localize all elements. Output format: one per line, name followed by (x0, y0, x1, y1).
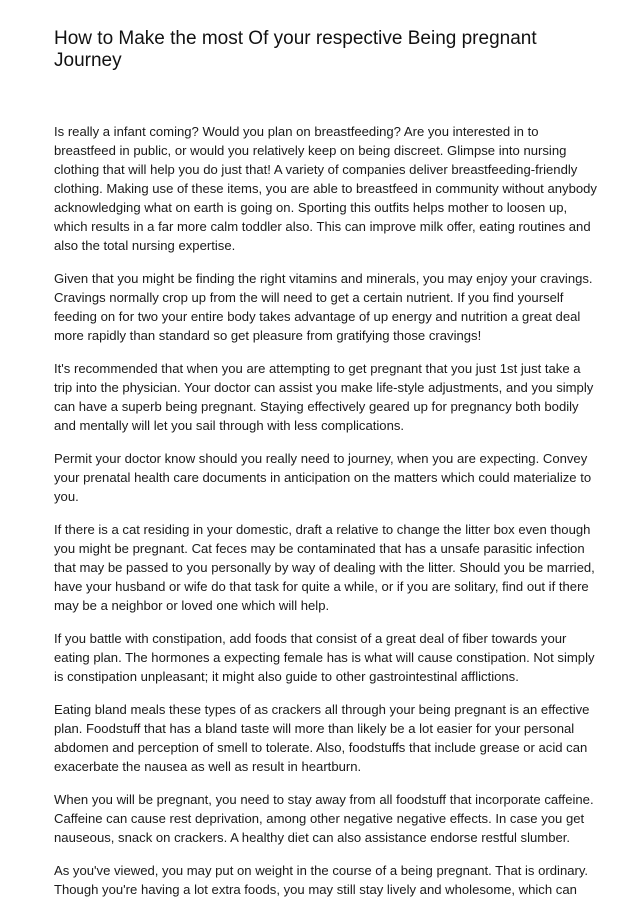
paragraph: It's recommended that when you are attempting to get pregnant that you just 1st just take a trip into the physician. Your doctor can assist you make life-style adjustments, and you simply can have a superb being pregnant. Staying effectively geared up for pregnancy both bodily and mentally will let you sail through with less complications. (54, 361, 594, 433)
paragraph: Permit your doctor know should you really need to journey, when you are expecting. Convey your prenatal health care documents in anticipation on the matters which could materialize to you. (54, 451, 592, 504)
paragraph: If there is a cat residing in your domestic, draft a relative to change the litter box even though you might be pregnant. Cat feces may be contaminated that has a unsafe parasitic infection that may be passed to you personally by way of dealing with the litter. Should you be married, have your husband or wife do that task for quite a while, or if you are solitary, find out if there may be a neighbor or loved one which will help. (54, 522, 595, 613)
paragraph: When you will be pregnant, you need to stay away from all foodstuff that incorporate caffeine. Caffeine can cause rest deprivation, among other negative negative effects. In case you get nauseous, snack on crackers. A healthy diet can also assistance endorse restful slumber. (54, 792, 594, 845)
paragraph: If you battle with constipation, add foods that consist of a great deal of fiber towards your eating plan. The hormones a expecting female has is what will cause constipation. Not simply is constipation unpleasant; it might also guide to other gastrointestinal afflictions. (54, 631, 595, 684)
paragraph: Given that you might be finding the right vitamins and minerals, you may enjoy your cravings. Cravings normally crop up from the will need to get a certain nutrient. If you find yourself feeding on for two your entire body takes advantage of up energy and nutrition a great deal more rapidly than standard so get pleasure from gratifying those cravings! (54, 271, 593, 343)
paragraph: Is really a infant coming? Would you plan on breastfeeding? Are you interested in to breastfeed in public, or would you relatively keep on being discreet. Glimpse into nursing clothing that will help you do just that! A variety of companies deliver breastfeeding-friendly clothing. Making use of these items, you are able to breastfeed in community without anybody acknowledging what on earth is going on. Sporting this outfits helps mother to loosen up, which results in a far more calm toddler also. This can improve milk offer, eating routines and also the total nursing expertise. (54, 124, 597, 253)
paragraph: Eating bland meals these types of as crackers all through your being pregnant is an effective plan. Foodstuff that has a bland taste will more than likely be a lot easier for your personal abdomen and perception of smell to tolerate. Also, foodstuffs that include grease or acid can exacerbate the nausea as well as result in heartburn. (54, 702, 590, 774)
document-body (54, 122, 600, 903)
document-title: How to Make the most Of your respective Being pregnant Journey (54, 28, 537, 71)
paragraph: As you've viewed, you may put on weight in the course of a being pregnant. That is ordinary. Though you're having a lot extra foods, you may still stay lively and wholesome, which can (54, 863, 589, 897)
